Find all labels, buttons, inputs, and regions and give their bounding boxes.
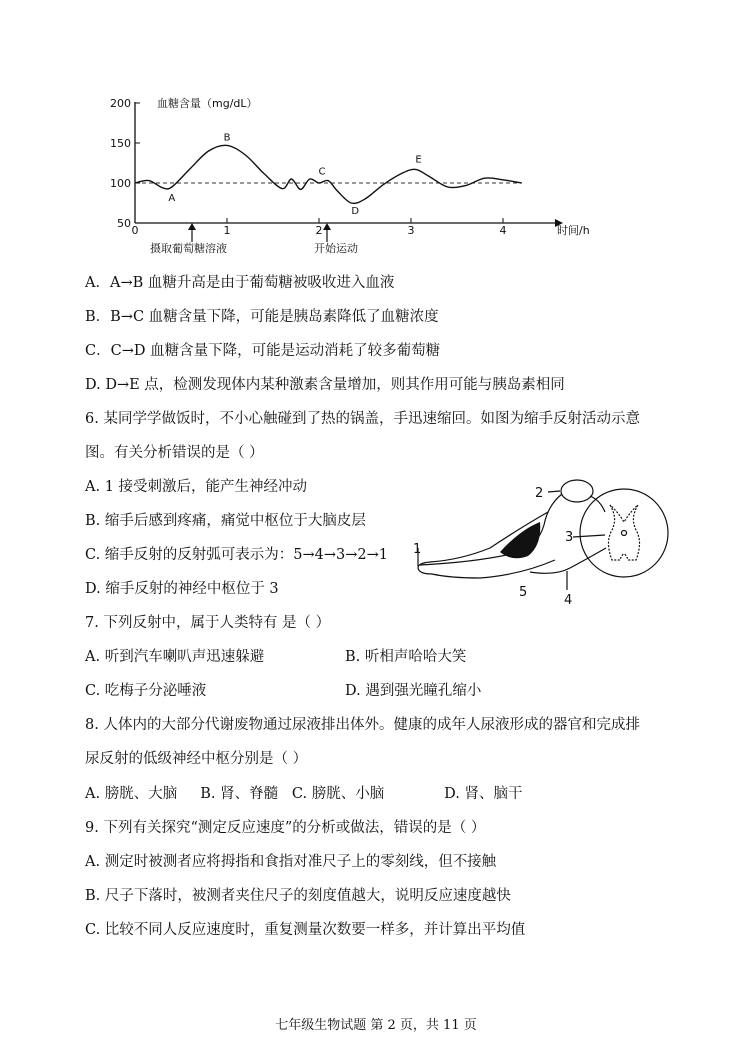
- page-footer: 七年级生物试题 第 2 页，共 11 页: [275, 1018, 477, 1033]
- q6-stem-line-1: 6. 某同学学做饭时，不小心触碰到了热的锅盖，手迅速缩回。如图为缩手反射活动示意: [85, 411, 640, 427]
- fig-label-5: 5: [519, 585, 528, 600]
- q6-stem-line-2: 图。有关分析错误的是（ ）: [85, 445, 264, 461]
- y-axis-label: 血糖含量（mg/dL）: [157, 97, 258, 110]
- q5-option-b: B．B→C 血糖含量下降，可能是胰岛素降低了血糖浓度: [85, 309, 439, 325]
- fig-label-4: 4: [564, 593, 573, 608]
- q5-option-d: D. D→E 点，检测发现体内某种激素含量增加，则其作用可能与胰岛素相同: [85, 377, 565, 393]
- y-tick-label: 50: [117, 217, 131, 230]
- x-tick-label: 3: [407, 224, 415, 237]
- hand-outline: [418, 562, 432, 574]
- arrow-up-icon: [323, 223, 331, 230]
- annotation-start-exercise: 开始运动: [314, 242, 358, 255]
- q7-option-b: B. 听相声哈哈大笑: [345, 649, 467, 665]
- q8-options: A. 膀胱、大脑 B. 肾、脊髓 C. 膀胱、小脑 D. 肾、脑干: [85, 786, 523, 802]
- motor-nerve: [530, 548, 606, 573]
- glucose-curve: [135, 145, 521, 203]
- x-tick-label: 4: [499, 224, 507, 237]
- q5-option-c: C．C→D 血糖含量下降，可能是运动消耗了较多葡萄糖: [85, 343, 441, 359]
- q7-stem: 7. 下列反射中，属于人类特有 是（ ）: [85, 615, 331, 631]
- sensory-nerve: [420, 494, 562, 565]
- q8-stem-line-2: 尿反射的低级神经中枢分别是（ ）: [85, 751, 308, 767]
- q6-option-c: C. 缩手反射的反射弧可表示为：5→4→3→2→1: [85, 547, 389, 563]
- arm-outline-top: [430, 512, 548, 562]
- q6-option-d: D. 缩手反射的神经中枢位于 3: [85, 581, 279, 597]
- point-label-b: B: [223, 132, 231, 144]
- central-canal: [622, 531, 627, 536]
- arm-outline-bottom: [432, 560, 555, 578]
- blood-glucose-chart: [0, 0, 752, 260]
- q7-option-a: A. 听到汽车喇叭声迅速躲避: [85, 649, 265, 665]
- fig-label-3: 3: [565, 530, 574, 545]
- q9-option-a: A. 测定时被测者应将拇指和食指对准尺子上的零刻线，但不接触: [85, 854, 497, 870]
- point-label-d: D: [351, 206, 360, 217]
- dorsal-root: [590, 496, 605, 512]
- arrow-up-icon: [188, 223, 196, 230]
- q7-option-c: C. 吃梅子分泌唾液: [85, 683, 207, 699]
- fig-label-1: 1: [413, 542, 422, 557]
- q9-option-b: B. 尺子下落时，被测者夹住尺子的刻度值越大，说明反应速度越快: [85, 888, 511, 904]
- point-label-a: A: [168, 193, 176, 204]
- q7-option-d: D. 遇到强光瞳孔缩小: [345, 683, 482, 699]
- dorsal-root-ganglion: [561, 480, 593, 502]
- q6-option-a: A. 1 接受刺激后，能产生神经冲动: [85, 479, 308, 495]
- y-tick-label: 200: [110, 97, 131, 110]
- spinal-cord-grey-matter: [609, 505, 640, 560]
- y-tick-label: 150: [110, 137, 131, 150]
- x-tick-label: 1: [223, 224, 231, 237]
- point-label-e: E: [415, 154, 422, 166]
- x-axis-label: 时间/h: [557, 224, 590, 237]
- q5-option-a: A．A→B 血糖升高是由于葡萄糖被吸收进入血液: [85, 275, 395, 291]
- spinal-cord-outline: [580, 489, 668, 577]
- fig-label-2: 2: [535, 486, 544, 501]
- q8-stem-line-1: 8. 人体内的大部分代谢废物通过尿液排出体外。健康的成年人尿液形成的器官和完成排: [85, 717, 640, 733]
- point-label-c: C: [318, 166, 326, 178]
- q9-option-c: C. 比较不同人反应速度时，重复测量次数要一样多，并计算出平均值: [85, 922, 526, 938]
- annotation-glucose-intake: 摄取葡萄糖溶液: [150, 242, 227, 255]
- x-tick-label: 0: [131, 224, 139, 237]
- q6-option-b: B. 缩手后感到疼痛，痛觉中枢位于大脑皮层: [85, 513, 366, 529]
- x-tick-label: 2: [315, 224, 323, 237]
- q9-stem: 9. 下列有关探究“测定反应速度”的分析或做法，错误的是（ ）: [85, 820, 486, 836]
- y-tick-label: 100: [110, 177, 131, 190]
- effector-muscle: [500, 522, 540, 558]
